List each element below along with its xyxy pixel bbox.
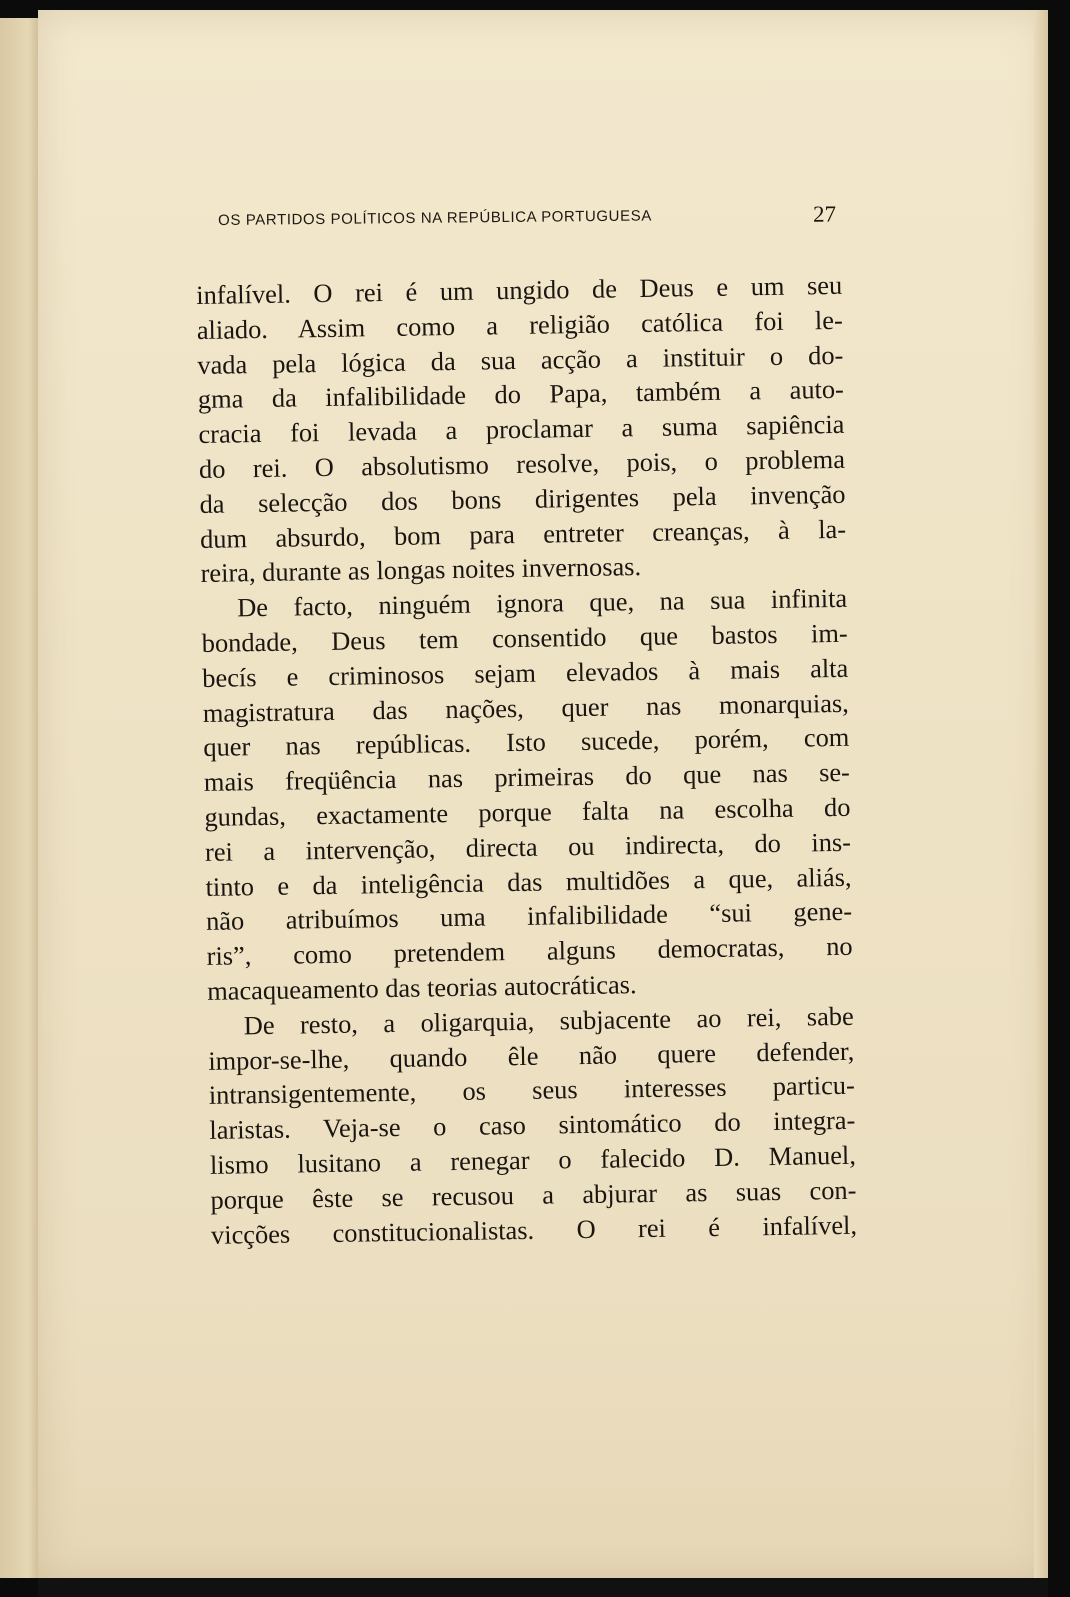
text-line: não atribuímos uma infalibilidade “sui gene- xyxy=(205,896,853,937)
paragraph xyxy=(201,581,853,1009)
text-line: impor-se-lhe, quando êle não quere defender, xyxy=(208,1035,855,1076)
text-line: tinto e da inteligência das multidões a que, aliás, xyxy=(205,861,852,902)
text-line: intransigentemente, os seus interesses particu- xyxy=(208,1070,855,1111)
text-line: becís e criminosos sejam elevados à mais alta xyxy=(202,652,849,693)
text-line: gundas, exactamente porque falta na escolha do xyxy=(204,791,851,832)
text-line: porque êste se recusou a abjurar as suas con- xyxy=(210,1174,857,1215)
text-line: macaqueamento das teorias autocráticas. xyxy=(206,969,637,1006)
text-line: De facto, ninguém ignora que, na sua infinita xyxy=(236,582,848,623)
text-line: infalível. O rei é um ungido de Deus e um seu xyxy=(196,269,843,310)
text-line: reira, durante as longas noites invernosas. xyxy=(200,551,642,589)
scan-bottom-edge xyxy=(38,1578,1048,1597)
text-line: lismo lusitano a renegar o falecido D. Manuel, xyxy=(209,1139,857,1180)
text-line: vicções constitucionalistas. O rei é infalível, xyxy=(210,1209,858,1250)
text-line: ris”, como pretendem alguns democratas, no xyxy=(206,930,853,972)
paragraph xyxy=(207,998,857,1252)
text-line: quer nas repúblicas. Isto sucede, porém, com xyxy=(203,722,850,763)
text-line: vada pela lógica da sua acção a instituir o do- xyxy=(197,339,844,380)
page-number: 27 xyxy=(812,201,837,227)
text-line: dum absurdo, bom para entreter creanças, à la- xyxy=(199,513,847,554)
previous-page-edge xyxy=(0,18,42,1578)
text-line: gma da infalibilidade do Papa, também a auto- xyxy=(197,374,845,415)
text-line: mais freqüência nas primeiras do que nas se- xyxy=(203,756,851,798)
body-text xyxy=(196,268,857,1252)
page-edge xyxy=(1034,10,1048,1582)
paragraph xyxy=(196,268,847,591)
text-line: laristas. Veja-se o caso sintomático do integra- xyxy=(209,1104,856,1146)
text-line: aliado. Assim como a religião católica foi le- xyxy=(196,304,843,345)
text-line: da selecção dos bons dirigentes pela invenção xyxy=(199,478,846,519)
text-line: bondade, Deus tem consentido que bastos im- xyxy=(201,617,848,658)
text-line: do rei. O absolutismo resolve, pois, o problema xyxy=(198,443,846,484)
text-line: magistratura das nações, quer nas monarquias, xyxy=(202,687,849,728)
text-line: De resto, a oligarquia, subjacente ao rei, sabe xyxy=(243,1000,854,1041)
text-line: rei a intervenção, directa ou indirecta, do ins- xyxy=(204,826,852,867)
text-line: cracia foi levada a proclamar a suma sapiência xyxy=(198,409,845,450)
running-title: OS PARTIDOS POLÍTICOS NA REPÚBLICA PORTUGUESA xyxy=(218,207,652,229)
